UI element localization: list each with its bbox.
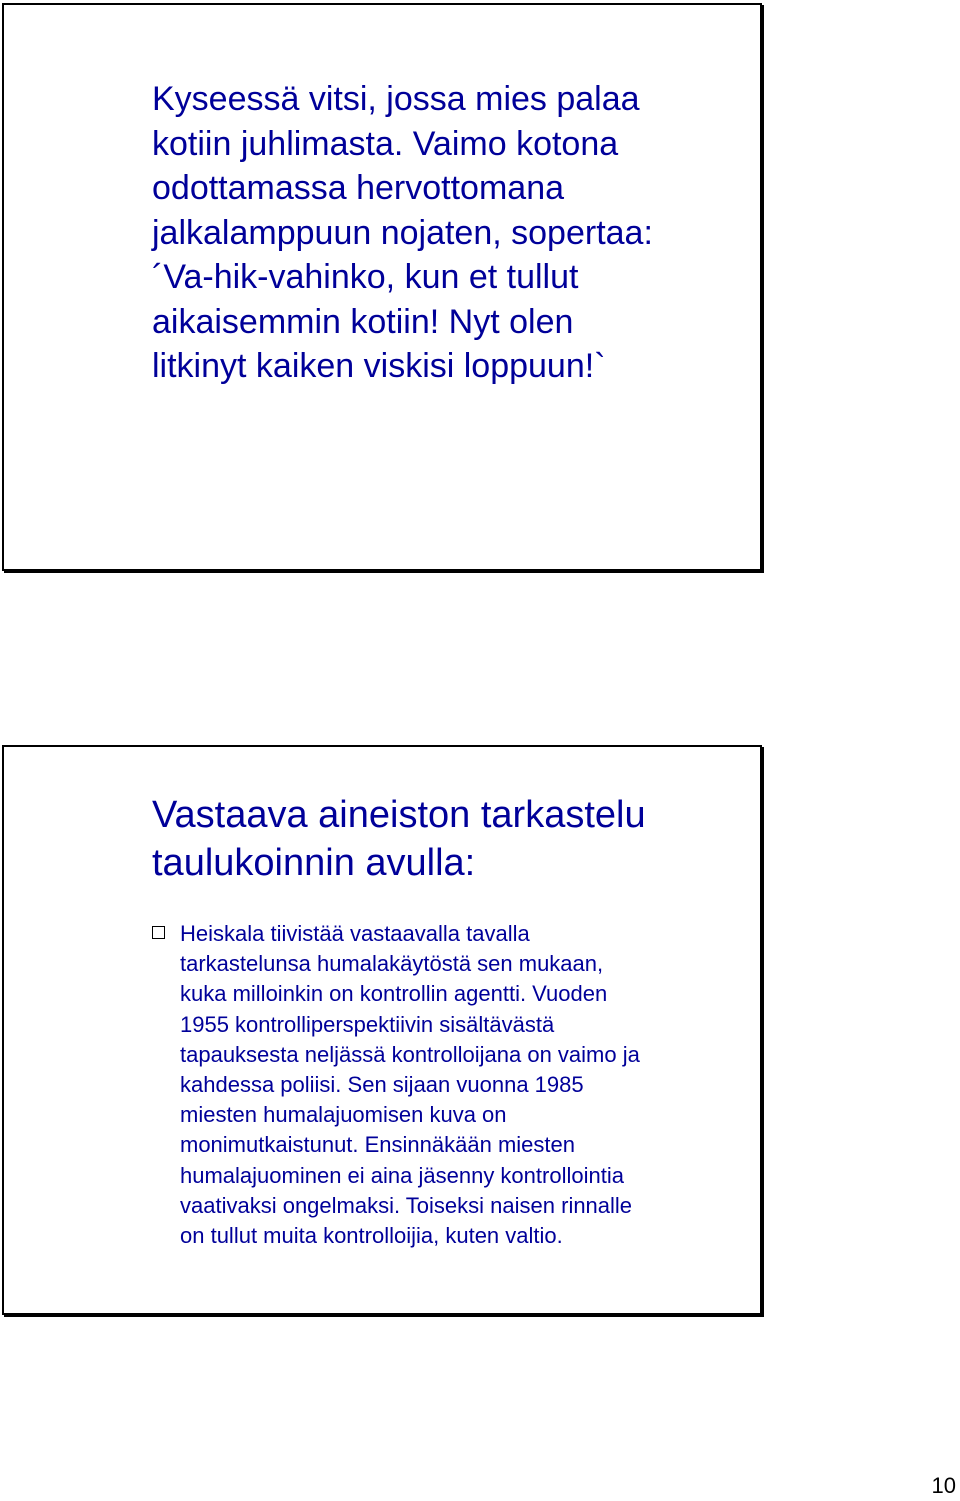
hollow-square-bullet-icon [152, 926, 165, 939]
slide-frame-2 [2, 745, 762, 1315]
slide-frame-1 [2, 3, 762, 571]
slide-2-title: Vastaava aineiston tarkastelu taulukoinnin avulla: [152, 794, 646, 884]
slide-1-body-text: Kyseessä vitsi, jossa mies palaa kotiin juhlimasta. Vaimo kotona odottamassa hervottomana jalkalamppuun nojaten, sopertaa: ´Va-hik-vahinko, kun et tullut aikaisemmin kotiin! Nyt olen litkinyt kaiken viskisi loppuun!` [152, 80, 653, 385]
bullet-text: Heiskala tiivistää vastaavalla tavalla tarkastelunsa humalakäytöstä sen mukaan, kuka milloinkin on kontrollin agentti. Vuoden 1955 kontrolliperspektiivin sisältävästä tapauksesta neljässä kontrolloijana on vaimo ja kahdessa poliisi. Sen sijaan vuonna 1985 miesten humalajuomisen kuva on monimutkaistunut. Ensinnäkään miesten humalajuominen ei aina jäsenny kontrollointia vaativaksi ongelmaksi. Toiseksi naisen rinnalle on tullut muita kontrolloijia, kuten valtio. [180, 921, 640, 1249]
page-number: 10 [931, 1473, 956, 1498]
